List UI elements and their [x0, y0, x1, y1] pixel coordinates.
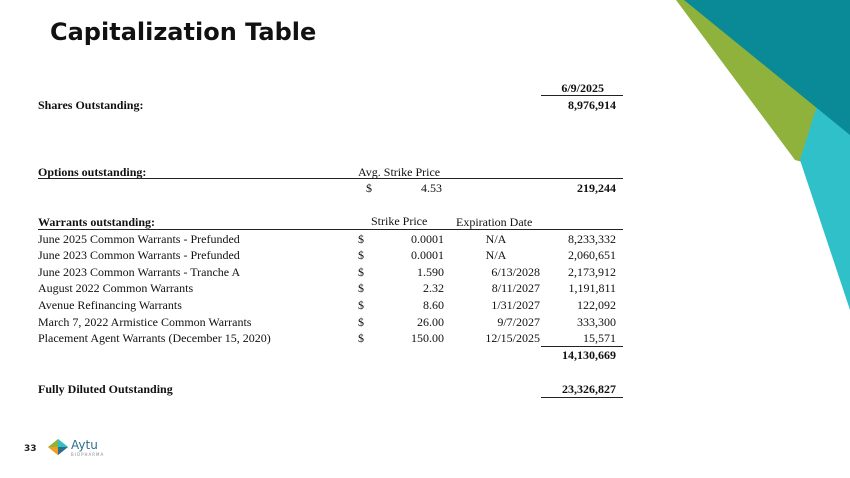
options-price: 4.53 — [421, 181, 442, 195]
warrant-value: 8,233,332 — [568, 232, 616, 246]
warrant-value: 333,300 — [577, 315, 616, 329]
warrant-value: 1,191,811 — [568, 281, 616, 295]
warrant-name: June 2025 Common Warrants - Prefunded — [38, 232, 240, 246]
warrant-name: Avenue Refinancing Warrants — [38, 298, 182, 312]
warrant-value: 15,571 — [583, 331, 616, 345]
page-number: 33 — [24, 444, 37, 454]
page-title: Capitalization Table — [50, 18, 317, 46]
warrants-underline — [38, 229, 623, 230]
aytu-logo-icon — [48, 439, 68, 455]
warrant-name: August 2022 Common Warrants — [38, 281, 194, 295]
warrant-expiration: 12/15/2025 — [485, 331, 540, 345]
warrant-expiration: N/A — [485, 232, 507, 246]
warrant-strike: 0.0001 — [411, 232, 444, 246]
options-value: 219,244 — [577, 181, 616, 195]
options-price-header: Avg. Strike Price — [358, 165, 441, 179]
date-underline — [541, 95, 623, 96]
warrant-name: Placement Agent Warrants (December 15, 2020) — [38, 331, 271, 345]
warrant-currency: $ — [358, 281, 364, 295]
warrants-label: Warrants outstanding: — [38, 215, 156, 229]
warrant-currency: $ — [358, 265, 364, 279]
options-label: Options outstanding: — [38, 165, 147, 179]
warrants-total-line — [541, 346, 623, 347]
warrant-strike: 0.0001 — [411, 248, 444, 262]
warrant-expiration: 1/31/2027 — [491, 298, 540, 312]
warrant-strike: 1.590 — [417, 265, 444, 279]
warrant-currency: $ — [358, 331, 364, 345]
warrant-expiration: 8/11/2027 — [491, 281, 540, 295]
fully-diluted-underline — [541, 397, 623, 398]
warrant-name: June 2023 Common Warrants - Prefunded — [38, 248, 240, 262]
fully-diluted-label: Fully Diluted Outstanding — [38, 382, 173, 396]
expiration-date-header: Expiration Date — [456, 215, 533, 229]
options-currency: $ — [366, 181, 372, 195]
fully-diluted-value: 23,326,827 — [562, 382, 616, 396]
shares-value: 8,976,914 — [568, 98, 616, 112]
warrant-expiration: N/A — [485, 248, 507, 262]
warrant-currency: $ — [358, 248, 364, 262]
logo-name: Aytu — [71, 438, 98, 452]
warrant-value: 2,060,651 — [568, 248, 616, 262]
warrant-value: 122,092 — [577, 298, 616, 312]
warrant-expiration: 9/7/2027 — [497, 315, 540, 329]
options-underline — [38, 178, 623, 179]
strike-price-header: Strike Price — [371, 214, 428, 228]
warrant-expiration: 6/13/2028 — [491, 265, 540, 279]
warrant-currency: $ — [358, 232, 364, 246]
warrant-currency: $ — [358, 315, 364, 329]
warrant-strike: 2.32 — [423, 281, 444, 295]
shares-label: Shares Outstanding: — [38, 98, 144, 112]
warrant-value: 2,173,912 — [568, 265, 616, 279]
logo-tagline: BIOPHARMA — [71, 452, 105, 457]
date-header: 6/9/2025 — [561, 81, 604, 95]
warrant-name: June 2023 Common Warrants - Tranche A — [38, 265, 241, 279]
warrant-name: March 7, 2022 Armistice Common Warrants — [38, 315, 252, 329]
warrants-total: 14,130,669 — [562, 348, 616, 362]
warrant-currency: $ — [358, 298, 364, 312]
warrant-strike: 8.60 — [423, 298, 444, 312]
warrant-strike: 150.00 — [411, 331, 444, 345]
warrant-strike: 26.00 — [417, 315, 444, 329]
